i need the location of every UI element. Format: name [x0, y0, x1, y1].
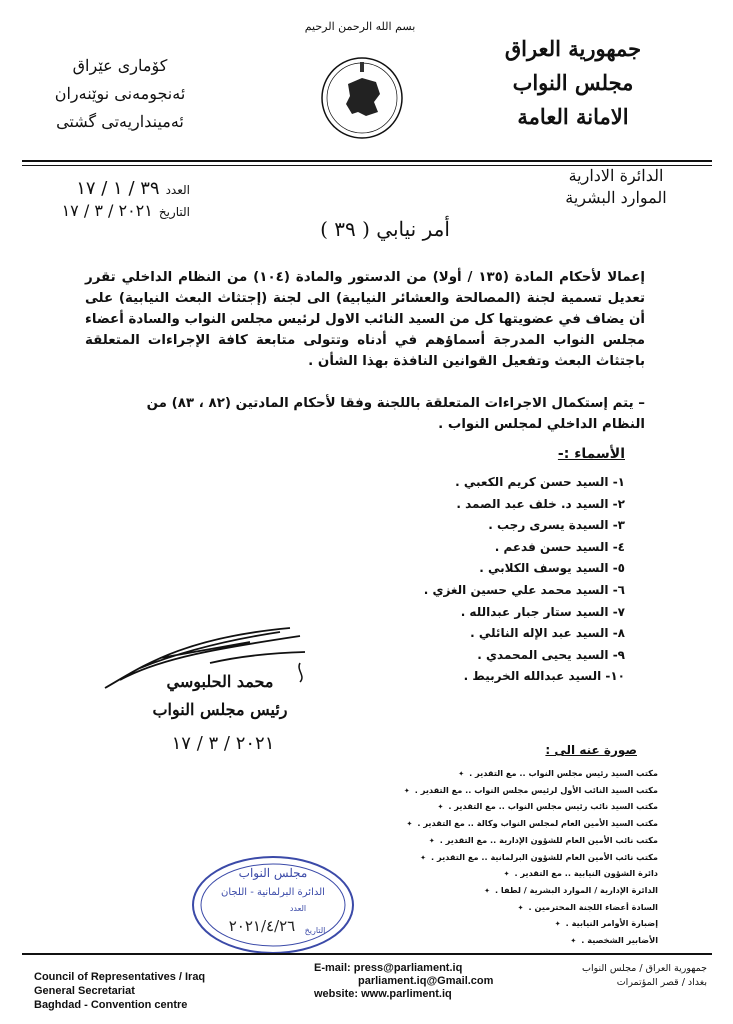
signature-date: ٢٠٢١ / ٣ / ١٧ [171, 733, 275, 754]
kurdish-header [40, 52, 200, 136]
list-item: مكتب السيد النائب الأول لرئيس مجلس النواب .. مع التقدير . ✦ [358, 783, 658, 800]
received-stamp-icon [190, 853, 356, 957]
list-item: إضبارة الأوامر النيابية . ✦ [358, 916, 658, 933]
signatory-title: رئيس مجلس النواب [152, 700, 288, 719]
arabic-header [473, 32, 673, 134]
footer-arabic-line-2: بغداد / قصر المؤتمرات [616, 977, 707, 988]
email-label: E-mail: [314, 962, 351, 974]
footer-english [34, 970, 205, 1012]
list-item: ١- السيد حسن كريم الكعبي . [455, 475, 625, 489]
list-item: ٦- السيد محمد علي حسين الغزي . [423, 582, 625, 597]
reference-block [30, 178, 190, 220]
number-value: ٣٩ / ١ / ١٧ [76, 178, 160, 199]
kurdish-header-line-1: كۆماری عێراق [72, 56, 168, 75]
date-label: التاريخ [158, 205, 190, 219]
cc-list [358, 766, 658, 950]
footer-english-line-1: Council of Representatives / Iraq [34, 971, 206, 983]
list-item: ٣- السيدة يسرى رجب . [488, 518, 625, 533]
arabic-header-line-3: الامانة العامة [517, 104, 629, 129]
names-list [325, 472, 625, 688]
header-rule-top [22, 160, 712, 162]
body-paragraph: إعمالا لأحكام المادة (١٣٥ / أولا) من الدستور والمادة (١٠٤) من النظام الداخلي تقرر تعديل تسمية لجنة (المصالحة والعشائر النيابية) الى لجنة (إجتثاث البعث النيابية) على أن يضاف في عضويتها كل من السيد النائب الاول لرئيس مجلس النواب والسادة أعضاء مجلس النواب المدرجة أسماؤهم في أدناه وتتولى متابعة كافة الإجراءات المتعلقة باجتثاث البعث وتفعيل القوانين النافذة بهذا الشأن . [84, 270, 645, 369]
footer-arabic-line-1: جمهورية العراق / مجلس النواب [582, 963, 707, 974]
website-label: website: [314, 988, 359, 1000]
body-bullet: – يتم إستكمال الاجراءات المتعلقة باللجنة وفقا لأحكام المادتين (٨٢ ، ٨٣) من النظام الداخلي لمجلس النواب . [146, 396, 645, 432]
arabic-header-line-2: مجلس النواب [512, 70, 634, 95]
department-line-2: الموارد البشرية [565, 188, 667, 207]
list-item: ٨- السيد عبد الإله النائلي . [470, 626, 625, 641]
stamp-date: ٢٠٢١/٤/٢٦ [228, 917, 296, 935]
footer-english-line-2: General Secretariat [34, 985, 135, 997]
stamp-line-3: العدد [289, 904, 307, 913]
stamp-line-1: مجلس النواب [238, 866, 308, 880]
number-label: العدد [165, 183, 190, 197]
list-item: مكتب نائب الأمين العام للشؤون الإدارية .. مع التقدير . ✦ [358, 833, 658, 850]
email-link-1[interactable]: press@parliament.iq [353, 962, 463, 974]
list-item: ٤- السيد حسن فدعم . [494, 539, 625, 554]
list-item: الأضابير الشخصية . ✦ [358, 933, 658, 950]
list-item: ٧- السيد ستار جبار عبدالله . [460, 604, 625, 619]
footer-contact [314, 962, 493, 1001]
arabic-header-line-1: جمهورية العراق [504, 36, 642, 61]
order-title: أمر نيابي ( ٣٩ ) [320, 217, 450, 241]
signature-block [140, 668, 300, 724]
list-item: ٢- السيد د. خلف عبد الصمد . [456, 496, 625, 511]
list-item: السادة أعضاء اللجنة المحترمين . ✦ [358, 900, 658, 917]
department [541, 165, 691, 209]
list-item: مكتب السيد رئيس مجلس النواب .. مع التقدير . ✦ [358, 766, 658, 783]
list-item: دائرة الشؤون النيابية .. مع التقدير . ✦ [358, 866, 658, 883]
basmala: بسم الله الرحمن الرحيم [304, 20, 416, 33]
stamp-line-2: الدائرة البرلمانية - اللجان [221, 887, 325, 898]
list-item: ٩- السيد يحيى المحمدي . [477, 647, 625, 662]
department-line-1: الدائرة الادارية [568, 166, 664, 185]
names-title: الأسماء :- [557, 446, 625, 462]
list-item: مكتب السيد الأمين العام لمجلس النواب وكالة .. مع التقدير . ✦ [358, 816, 658, 833]
kurdish-header-line-3: ئەمینداریەتی گشتی [56, 112, 184, 131]
cc-title: صورة عنه الى : [545, 743, 637, 757]
list-item: ٥- السيد يوسف الكلابي . [479, 561, 625, 576]
list-item: مكتب السيد نائب رئيس مجلس النواب .. مع التقدير . ✦ [358, 799, 658, 816]
date-value: ٢٠٢١ / ٣ / ١٧ [61, 201, 153, 220]
parliament-emblem-icon [318, 42, 406, 150]
website-link[interactable]: www.parliment.iq [361, 988, 452, 1000]
email-link-2[interactable]: parliament.iq@Gmail.com [358, 975, 494, 987]
footer-english-line-3: Baghdad - Convention centre [34, 999, 188, 1011]
list-item: مكتب نائب الأمين العام للشؤون البرلمانية .. مع التقدير . ✦ [358, 850, 658, 867]
stamp-line-4: التاريخ [304, 926, 326, 935]
signatory-name: محمد الحلبوسي [166, 672, 274, 691]
list-item: ١٠- السيد عبدالله الخربيط . [463, 669, 625, 684]
list-item: الدائرة الإدارية / الموارد البشرية / لطفا . ✦ [358, 883, 658, 900]
footer-rule [22, 953, 712, 955]
footer-arabic [567, 962, 707, 990]
kurdish-header-line-2: ئەنجومەنی نوێنەران [54, 84, 186, 103]
